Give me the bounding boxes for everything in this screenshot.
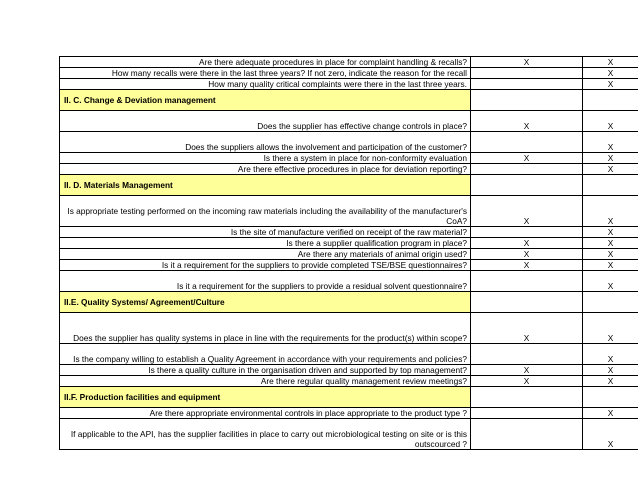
section-header-row [60,292,638,313]
section-title: II.F. Production facilities and equipment [60,387,471,408]
question-cell: Is it a requirement for the suppliers to provide a residual solvent questionnaire? [60,271,471,292]
question-cell: Are there adequate procedures in place for complaint handling & recalls? [60,57,471,68]
section-title: II. D. Materials Management [60,175,471,196]
answer-cell-b: X [583,164,638,175]
question-cell: Is there a system in place for non-conformity evaluation [60,153,471,164]
section-header-row [60,175,638,196]
empty-cell [583,292,638,313]
answer-cell-a [471,164,583,175]
empty-cell [471,292,583,313]
answer-cell-b: X [583,68,638,79]
answer-cell-b: X [583,313,638,344]
empty-cell [583,90,638,111]
table-row [60,249,638,260]
answer-cell-a: X [471,313,583,344]
answer-cell-b: X [583,408,638,419]
table-row [60,365,638,376]
question-cell: Is there a quality culture in the organisation driven and supported by top management? [60,365,471,376]
table-row [60,376,638,387]
question-cell: Is appropriate testing performed on the incoming raw materials including the availability of the manufacturer's CoA? [60,196,471,227]
answer-cell-a [471,419,583,450]
question-cell: Does the supplier has quality systems in place in line with the requirements for the product(s) within scope? [60,313,471,344]
answer-cell-b: X [583,419,638,450]
question-cell: Are there regular quality management review meetings? [60,376,471,387]
question-cell: Is it a requirement for the suppliers to provide completed TSE/BSE questionnaires? [60,260,471,271]
answer-cell-b: X [583,111,638,132]
answer-cell-a: X [471,238,583,249]
question-cell: Are there effective procedures in place for deviation reporting? [60,164,471,175]
table-row [60,196,638,227]
question-cell: Does the suppliers allows the involvement and participation of the customer? [60,132,471,153]
answer-cell-b: X [583,271,638,292]
answer-cell-a [471,227,583,238]
answer-cell-b: X [583,79,638,90]
answer-cell-a [471,271,583,292]
answer-cell-a: X [471,376,583,387]
answer-cell-b: X [583,153,638,164]
answer-cell-b: X [583,227,638,238]
section-title: II. C. Change & Deviation management [60,90,471,111]
answer-cell-b: X [583,196,638,227]
table-row [60,111,638,132]
answer-cell-b: X [583,57,638,68]
answer-cell-b: X [583,376,638,387]
empty-cell [583,175,638,196]
answer-cell-b: X [583,365,638,376]
table-row [60,164,638,175]
section-title: II.E. Quality Systems/ Agreement/Culture [60,292,471,313]
table-row [60,238,638,249]
question-cell: How many quality critical complaints were there in the last three years. [60,79,471,90]
answer-cell-a [471,344,583,365]
table-row [60,344,638,365]
answer-cell-a: X [471,57,583,68]
answer-cell-a: X [471,365,583,376]
table-row [60,260,638,271]
table-row [60,153,638,164]
question-cell: Is the site of manufacture verified on receipt of the raw material? [60,227,471,238]
answer-cell-a [471,68,583,79]
table-row [60,419,638,450]
table-row [60,271,638,292]
empty-cell [471,175,583,196]
empty-cell [583,387,638,408]
table-row [60,79,638,90]
question-cell: Are there any materials of animal origin used? [60,249,471,260]
question-cell: Is the company willing to establish a Quality Agreement in accordance with your requirements and policies? [60,344,471,365]
answer-cell-a: X [471,249,583,260]
question-cell: Is there a supplier qualification program in place? [60,238,471,249]
audit-checklist-table [59,56,638,450]
answer-cell-b: X [583,260,638,271]
answer-cell-b: X [583,238,638,249]
section-header-row [60,387,638,408]
answer-cell-a [471,408,583,419]
table-row [60,313,638,344]
question-cell: If applicable to the API, has the supplier facilities in place to carry out microbiological testing on site or is this outscourced ? [60,419,471,450]
empty-cell [471,387,583,408]
answer-cell-a: X [471,153,583,164]
question-cell: Does the supplier has effective change controls in place? [60,111,471,132]
table-row [60,57,638,68]
answer-cell-a: X [471,260,583,271]
answer-cell-a: X [471,111,583,132]
answer-cell-a [471,132,583,153]
answer-cell-b: X [583,249,638,260]
empty-cell [471,90,583,111]
table-row [60,68,638,79]
answer-cell-a: X [471,196,583,227]
answer-cell-a [471,79,583,90]
table-row [60,408,638,419]
question-cell: How many recalls were there in the last three years? If not zero, indicate the reason for the recall [60,68,471,79]
table-row [60,132,638,153]
question-cell: Are there appropriate environmental controls in place appropriate to the product type ? [60,408,471,419]
section-header-row [60,90,638,111]
table-row [60,227,638,238]
answer-cell-b: X [583,132,638,153]
answer-cell-b: X [583,344,638,365]
